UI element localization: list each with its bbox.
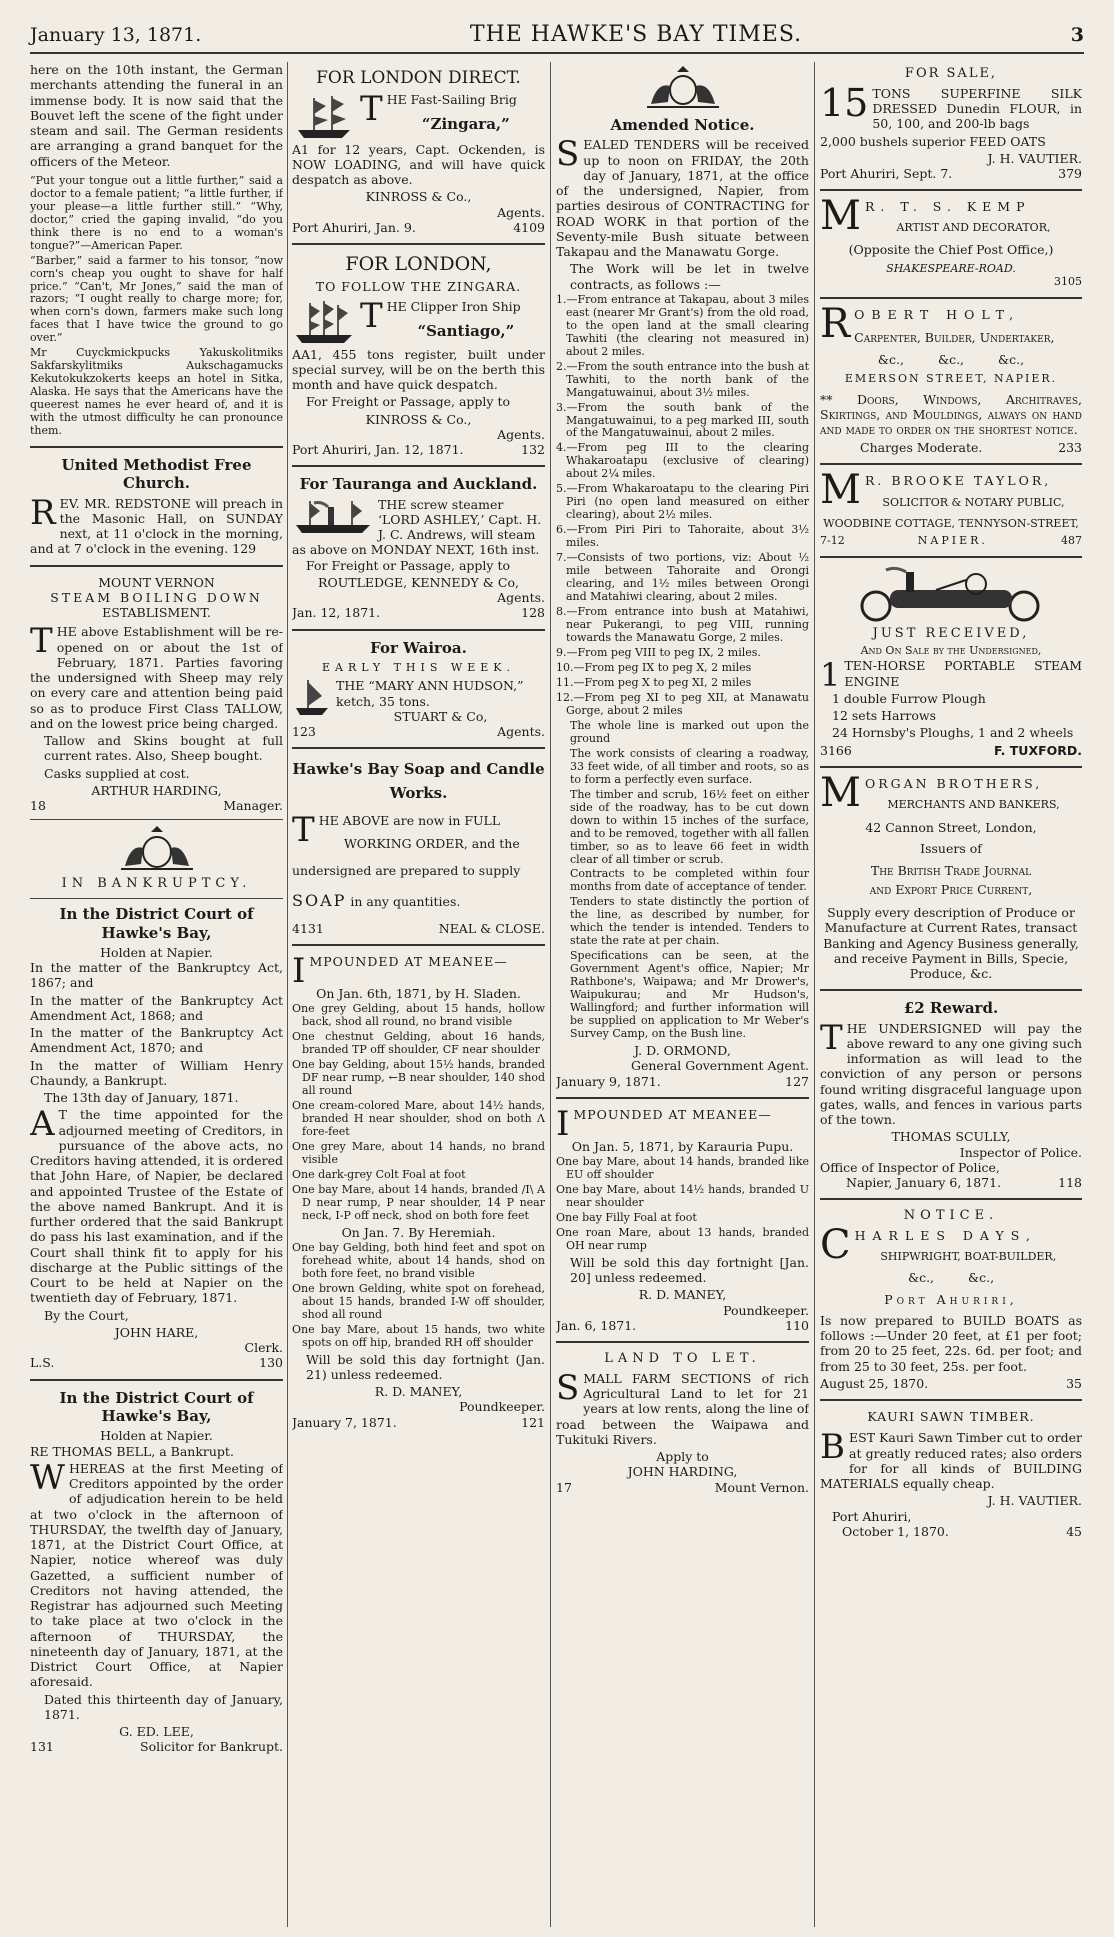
impound-date: On Jan. 7. By Heremiah. [341, 1224, 496, 1240]
ad-number: 3166 [820, 742, 852, 758]
land-title: LAND TO LET. [604, 1351, 761, 1367]
impound-title: MPOUNDED AT MEANEE— [573, 1106, 772, 1122]
sailing-ship-icon [292, 92, 356, 142]
ad-number: 110 [785, 1317, 809, 1333]
page-number: 3 [1070, 24, 1084, 46]
divider [292, 243, 545, 245]
notice-role: General Government Agent. [631, 1058, 809, 1074]
vernon-body: HE above Establishment will be re-opened on or about the 1st of February, 1871. Parties favoring the undersigned with Sheep may rely on every care and attention being paid so as to produce First Class TALLOW, and on the lowest price being charged. [30, 624, 283, 731]
notice-paragraph: The whole line is marked out upon the ground [570, 718, 809, 745]
divider [30, 446, 283, 448]
sale-signature: J. H. VAUTIER. [987, 150, 1082, 166]
anecdote: “Put your tongue out a little further,” said a doctor to a female patient; “a little further, if your please—a little further still.” “Why, doctor,” cried the gaping invalid, “do you think there is no end to a woman's tongue?”—American Paper. [30, 173, 283, 252]
impound-date: On Jan. 5, 1871, by Karauria Pupu. [571, 1138, 794, 1154]
column-rule [287, 62, 288, 1927]
drop-cap: T [30, 621, 53, 662]
list-item: 6.—From Piri Piri to Tahoraite, about 3½ miles. [556, 523, 809, 550]
holt-street: EMERSON STREET, NAPIER. [844, 371, 1058, 385]
taylor-ref: 7-12 [820, 533, 845, 547]
ad-number: 4109 [513, 219, 545, 235]
sale-place: Port Ahuriri, Sept. 7. [820, 166, 953, 182]
divider [30, 819, 283, 820]
reward-office: Office of Inspector of Police, [820, 1159, 1000, 1175]
ad-number: 127 [785, 1073, 809, 1089]
ad-number: 3105 [1054, 275, 1082, 289]
sailing-ship-icon [292, 299, 356, 347]
court1-matter: In the matter of William Henry Chaundy, a Bankrupt. [30, 1057, 283, 1088]
ketch-icon [292, 678, 332, 718]
drop-cap: M [820, 466, 861, 513]
court1-date: The 13th day of January, 1871. [44, 1090, 239, 1106]
vernon-signature: ARTHUR HARDING, [91, 782, 222, 798]
list-item: 9.—From peg VIII to peg IX, 2 miles. [556, 645, 761, 659]
morgan-journal: The British Trade Journal [870, 862, 1032, 878]
divider [820, 989, 1082, 991]
drop-cap: A [30, 1104, 55, 1145]
london2-agent: KINROSS & Co., [365, 411, 472, 427]
ad-number: 379 [1058, 166, 1082, 182]
london2-title: FOR LONDON, [345, 253, 492, 276]
reward-signature: THOMAS SCULLY, [891, 1129, 1011, 1145]
court1-matter: In the matter of the Bankruptcy Act, 1867; and [30, 960, 283, 991]
morgan-name: ORGAN BROTHERS, [864, 775, 1043, 791]
soap-line: HE ABOVE are now in FULL [318, 813, 501, 829]
divider [820, 463, 1082, 465]
divider [556, 1097, 809, 1099]
impound-list [556, 1156, 809, 1253]
impound-role: Poundkeeper. [723, 1302, 809, 1318]
divider [820, 556, 1082, 558]
received-sub: And On Sale by the Undersigned, [860, 644, 1042, 658]
list-item: 8.—From entrance into bush at Matahiwi, near Pukerangi, to peg VIII, running towards the Manawatu Gorge, 2 miles. [556, 605, 809, 645]
drop-cap: S [556, 134, 580, 175]
soap-signature: NEAL & CLOSE. [438, 920, 545, 936]
days-body: Is now prepared to BUILD BOATS as follows :—Under 20 feet, at £1 per foot; from 20 to 25 feet, 22s. 6d. per foot; and from 25 to 30 feet, 25s. per foot. [820, 1312, 1082, 1374]
taylor-address: WOODBINE COTTAGE, TENNYSON-STREET, [823, 516, 1079, 530]
received-signature: F. TUXFORD. [993, 742, 1082, 758]
impound-list [292, 1242, 545, 1350]
contracts-list [556, 294, 809, 718]
sale-line: 2,000 bushels superior FEED OATS [820, 133, 1046, 149]
court1-sub: Holden at Napier. [100, 944, 213, 960]
taylor-city: NAPIER. [917, 533, 988, 547]
column-3 [556, 62, 809, 1927]
court2-body: HEREAS at the first Meeting of Creditors appointed by the order of adjudication herein to be held at two o'clock in the afternoon of THURSDAY, the twelfth day of January, 1871, at the District Court Office, at Napier, notice whereof was duly Gazetted, a sufficient number of Creditors not having attended, the Registrar has adjourned such Meeting to take place at two o'clock in the afternoon of THURSDAY, the nineteenth day of January, 1871, at the District Court Office, at Napier aforesaid. [30, 1460, 283, 1690]
divider [30, 565, 283, 567]
list-item: One bay Gelding, both hind feet and spot on forehead white, about 14 hands, shod on both fore feet, no brand visible [292, 1240, 545, 1280]
vernon-casks: Casks supplied at cost. [44, 765, 190, 781]
notice-paragraph: The work consists of clearing a roadway, 33 feet wide, of all timber and roots, so as to form a perfectly even surface. [570, 746, 809, 786]
land-signature: JOHN HARDING, [627, 1464, 738, 1480]
morgan-role: MERCHANTS AND BANKERS, [887, 798, 1060, 812]
ad-number: 35 [1066, 1375, 1082, 1391]
ad-number: 130 [259, 1355, 283, 1371]
divider [820, 1198, 1082, 1200]
list-item: 3.—From the south bank of the Mangatuwainui, to a peg marked III, south of the Mangatuwainui, about 2 miles. [556, 400, 809, 440]
soap-word: SOAP [292, 890, 347, 910]
ad-number: 4131 [292, 920, 324, 936]
methodist-body: EV. MR. REDSTONE will preach in the Masonic Hall, on SUNDAY next, at 11 o'clock in the morning, and at 7 o'clock in the evening. [30, 495, 283, 557]
royal-arms-icon [117, 826, 197, 872]
list-item: 12.—From peg XI to peg XII, at Manawatu Gorge, about 2 miles [556, 690, 809, 717]
kauri-date: October 1, 1870. [842, 1523, 949, 1539]
notice-title: Amended Notice. [610, 116, 755, 134]
list-item: 2.—From the south entrance into the bush at Tawhiti, to the north bank of the Mangatuwainui, about 3½ miles. [556, 359, 809, 399]
wairoa-body: HE “MARY ANN HUDSON,” ketch, 35 tons. [336, 678, 524, 709]
ad-number: 18 [30, 798, 46, 814]
divider [820, 1399, 1082, 1401]
ad-number: 132 [521, 442, 545, 458]
steamer-icon [292, 497, 374, 537]
divider [556, 1341, 809, 1343]
royal-arms-icon [643, 66, 723, 110]
anecdote: “Barber,” said a farmer to his tonsor, “now corn's cheap you ought to shave for half price.” “Can't, Mr Jones,” said the man of razors; “I ought really to charge more; for, when corn's down, farmers make such long faces that I have twice the ground to go over.” [30, 253, 283, 345]
soap-line: in any quantities. [350, 893, 461, 909]
land-apply: Apply to [656, 1449, 709, 1465]
holt-charges: Charges Moderate. [860, 439, 983, 455]
steam-engine-icon [846, 566, 1056, 622]
drop-cap: R [820, 301, 851, 348]
court2-dated: Dated this thirteenth day of January, 1871. [44, 1691, 283, 1722]
divider [820, 189, 1082, 191]
column-rule [814, 62, 815, 1927]
ad-number: 118 [1058, 1175, 1082, 1191]
drop-cap: T [378, 496, 387, 512]
soap-line: undersigned are prepared to supply [292, 862, 521, 878]
london-title: FOR LONDON DIRECT. [316, 68, 521, 88]
london-text: A1 for 12 years, Capt. Ockenden, is NOW LOADING, and will have quick despatch as above. [292, 141, 545, 188]
impound-date: On Jan. 6th, 1871, by H. Sladen. [316, 985, 521, 1001]
impound-sold: Will be sold this day fortnight (Jan. 21) unless redeemed. [306, 1351, 545, 1382]
ad-number: 129 [232, 541, 257, 557]
received-item: 1 double Furrow Plough [832, 690, 986, 706]
court1-clerk: Clerk. [244, 1340, 283, 1356]
ad-number: 121 [521, 1414, 545, 1430]
ad-number: 45 [1066, 1523, 1082, 1539]
london2-body: HE Clipper Iron Ship [386, 298, 521, 314]
bankruptcy-heading: IN BANKRUPTCY. [61, 876, 252, 892]
court1-signature: JOHN HARE, [114, 1324, 199, 1340]
notice-paragraph: Specifications can be seen, at the Government Agent's office, Napier; Mr Rathbone's, Waipawa; and Mr Drower's, Waipukurau; and Mr Hudson's, Wallingford; and further information will be supplied on application to Mr Weber's Survey Camp, on the Bush line. [570, 949, 809, 1041]
notice-body: EALED TENDERS will be received up to noon on FRIDAY, the 20th day of January, 1871, at the office of the undersigned, Napier, from parties desirous of CONTRACTING for ROAD WORK in that portion of the Seventy-mile Bush situate between Takapau and the Manawatu Gorge. [556, 137, 809, 260]
court1-matter: In the matter of the Bankruptcy Act Amendment Act, 1868; and [30, 992, 283, 1023]
london2-freight: For Freight or Passage, apply to [306, 394, 510, 410]
list-item: One bay Mare, about 14 hands, branded like EU off shoulder [556, 1155, 809, 1182]
impound-sold: Will be sold this day fortnight [Jan. 20] unless redeemed. [570, 1254, 809, 1286]
list-item: 7.—Consists of two portions, viz: About ½ mile between Tahoraite and Orongi clearing, and 1½ miles between Orongi and Matahiwi clearing, about 2 miles. [556, 551, 809, 604]
received-big-number: 1 [820, 656, 841, 695]
taylor-role: SOLICITOR & NOTARY PUBLIC, [882, 496, 1065, 510]
anecdote: Mr Cuyckmickpucks Yakuskolitmiks Sakfarskylitmiks Aukschagamucks Kekutokukzokerts keeps an hotel in Sitka, Alaska. He says that the Americans have the queerest names he ever heard of, and it is with the utmost difficulty he can pronounce them. [30, 346, 283, 438]
divider [30, 1379, 283, 1381]
list-item: One roan Mare, about 13 hands, branded OH near rump [556, 1225, 809, 1252]
column-4 [820, 62, 1082, 1927]
column-1 [30, 62, 283, 1927]
court1-body: T the time appointed for the adjourned meeting of Creditors, in pursuance of the above acts, no Creditors having attended, it is ordered that John Hare, of Napier, be declared and appointed Trustee of the Estate of the above named Bankrupt. And it is further ordered that the said Bankrupt do pass his last examination, and if the Court shall think fit to apply for his discharge at the Public sittings of the Court to be held at Napier on the twentieth day of February, 1871. [30, 1107, 283, 1306]
london-body: HE Fast-Sailing Brig [386, 91, 517, 107]
tauranga-agent: ROUTLEDGE, KENNEDY & Co, [318, 574, 519, 590]
received-title: JUST RECEIVED, [872, 625, 1030, 641]
ad-number: 128 [521, 605, 545, 621]
divider [30, 898, 283, 899]
holt-body: ** Doors, Windows, Architraves, Skirtings, and Mouldings, always on hand and made to order on the shortest notice. [820, 391, 1082, 438]
kemp-address: (Opposite the Chief Post Office,) [848, 242, 1054, 258]
masthead-title: THE HAWKE'S BAY TIMES. [469, 22, 803, 47]
drop-cap: B [820, 1427, 845, 1468]
notice-signature: J. D. ORMOND, [634, 1043, 731, 1059]
morgan-export: and Export Price Current, [869, 881, 1033, 897]
notice4-title: NOTICE. [903, 1208, 999, 1224]
ad-number: 123 [292, 724, 316, 740]
tauranga-title: For Tauranga and Auckland. [299, 475, 538, 494]
wairoa-sub: EARLY THIS WEEK. [321, 661, 515, 674]
divider [292, 944, 545, 946]
tauranga-date: Jan. 12, 1871. [292, 605, 381, 621]
notice-date: January 9, 1871. [556, 1073, 661, 1089]
soap-line: WORKING ORDER, and the [343, 835, 520, 851]
list-item: 11.—From peg X to peg XI, 2 miles [556, 675, 752, 689]
notice-paragraph: Contracts to be completed within four months from date of acceptance of tender. [570, 867, 809, 894]
notice-let: The Work will be let in twelve contracts, as follows :— [570, 261, 809, 292]
list-item: One cream-colored Mare, about 14½ hands, branded H near shoulder, shod on both Λ fore-feet [292, 1098, 545, 1138]
holt-name: OBERT HOLT, [854, 307, 1021, 323]
holt-trades: Carpenter, Builder, Undertaker, [854, 330, 1055, 346]
kauri-place: Port Ahuriri, [832, 1508, 912, 1524]
soap-title: Hawke's Bay Soap and Candle Works. [292, 760, 545, 803]
reward-date: Napier, January 6, 1871. [846, 1175, 1002, 1191]
court2-signature: G. ED. LEE, [119, 1724, 194, 1740]
morgan-issuers: Issuers of [920, 841, 982, 857]
divider [292, 465, 545, 467]
list-item: 1.—From entrance at Takapau, about 3 miles east (nearer Mr Grant's) from the old road, to the open land at the small clearing Tawhiti (the clearing not measured in) about 2 miles. [556, 292, 809, 358]
received-item: 12 sets Harrows [832, 708, 937, 724]
impound-signature: R. D. MANEY, [374, 1384, 463, 1400]
court2-sub: Holden at Napier. [100, 1428, 213, 1444]
list-item: One bay Mare, about 15 hands, two white spots on off hip, branded RH off shoulder [292, 1322, 545, 1349]
reward-title: £2 Reward. [903, 999, 999, 1018]
london2-place: Port Ahuriri, Jan. 12, 1871. [292, 442, 464, 458]
london2-text: AA1, 455 tons register, built under special survey, will be on the berth this month and have quick despatch. [292, 346, 545, 393]
drop-cap: M [820, 193, 861, 240]
masthead-date: January 13, 1871. [30, 24, 202, 46]
tauranga-freight: For Freight or Passage, apply to [306, 557, 510, 573]
masthead [30, 22, 1084, 54]
divider [292, 629, 545, 631]
list-item: One chestnut Gelding, about 16 hands, branded TP off shoulder, CF near shoulder [292, 1030, 545, 1057]
impound-role: Poundkeeper. [459, 1399, 545, 1415]
list-item: One grey Gelding, about 15 hands, hollow back, shod all round, no brand visible [292, 1002, 545, 1029]
list-item: One bay Gelding, about 15½ hands, branded DF near rump, ←B near shoulder, 140 shod all round [292, 1058, 545, 1097]
vernon-line3: ESTABLISMENT. [102, 605, 211, 621]
impound-list [292, 1003, 545, 1223]
sale-big-number: 15 [820, 80, 869, 125]
impound-dated: January 7, 1871. [292, 1414, 397, 1430]
ad-number: 233 [1058, 439, 1082, 455]
land-body: MALL FARM SECTIONS of rich Agricultural Land to let for 21 years at low rents, along the line of road between the Waipawa and Tukituki Rivers. [556, 1370, 809, 1447]
list-item: One grey Mare, about 14 hands, no brand visible [292, 1139, 545, 1166]
morgan-address: 42 Cannon Street, London, [865, 820, 1037, 836]
land-place: Mount Vernon. [714, 1479, 809, 1495]
divider [820, 297, 1082, 299]
list-item: One bay Mare, about 14½ hands, branded U near shoulder [556, 1183, 809, 1209]
drop-cap: T [360, 91, 383, 129]
drop-cap: T [820, 1017, 843, 1058]
reward-role: Inspector of Police. [959, 1144, 1082, 1160]
drop-cap: C [820, 1222, 851, 1269]
court2-re: RE THOMAS BELL, a Bankrupt. [30, 1443, 234, 1459]
vernon-role: Manager. [223, 798, 283, 814]
days-role: SHIPWRIGHT, BOAT-BUILDER, [880, 1250, 1057, 1264]
london-role: Agents. [497, 204, 545, 220]
vernon-line2: STEAM BOILING DOWN [50, 589, 263, 605]
sale-title: FOR SALE, [904, 66, 998, 81]
ad-number: 487 [1061, 533, 1082, 547]
methodist-title: United Methodist Free Church. [61, 456, 252, 493]
days-etc: &c., &c., [907, 1270, 995, 1286]
london2-role: Agents. [497, 426, 545, 442]
list-item: One dark-grey Colt Foal at foot [292, 1167, 466, 1181]
sale-line: TONS SUPERFINE SILK DRESSED Dunedin FLOUR, in 50, 100, and 200-lb bags [872, 85, 1082, 132]
kauri-title: KAURI SAWN TIMBER. [867, 1409, 1035, 1425]
received-item: TEN-HORSE PORTABLE STEAM ENGINE [844, 658, 1082, 689]
list-item: One bay Mare, about 14 hands, branded /I\ A D near rump, P near shoulder, 14 P near neck, I-P off neck, shod on both fore feet [292, 1182, 545, 1222]
list-item: 4.—From peg III to the clearing Whakaroatapu (exclusive of clearing) about 2¼ miles. [556, 441, 809, 481]
list-item: One brown Gelding, white spot on forehead, about 15 hands, branded I-W off shoulder, shod all round [292, 1281, 545, 1321]
column-2 [292, 62, 545, 1927]
impound-title: MPOUNDED AT MEANEE— [309, 953, 508, 969]
court1-title: In the District Court of Hawke's Bay, [59, 905, 254, 942]
divider [820, 766, 1082, 768]
drop-cap: I [292, 950, 306, 991]
drop-cap: T [292, 810, 315, 851]
holt-etc: &c., &c., &c., [877, 351, 1025, 367]
days-name: HARLES DAYS, [854, 1228, 1037, 1244]
kauri-body: EST Kauri Sawn Timber cut to order at greatly reduced rates; also orders for for all kinds of BUILDING MATERIALS equally cheap. [820, 1430, 1082, 1492]
london-ship-name: “Zingara,” [421, 114, 510, 133]
taylor-name: R. BROOKE TAYLOR, [864, 472, 1052, 488]
list-item: 5.—From Whakaroatapu to the clearing Piri Piri (no open land measured on either clearing), about 2½ miles. [556, 482, 809, 522]
impound-dated: Jan. 6, 1871. [556, 1317, 637, 1333]
london2-ship-name: “Santiago,” [417, 321, 515, 340]
court2-title: In the District Court of Hawke's Bay, [59, 1388, 254, 1425]
london-agent: KINROSS & Co., [365, 189, 472, 205]
kemp-name: R. T. S. KEMP [864, 199, 1031, 215]
tauranga-body: HE screw steamer ‘LORD ASHLEY,’ Capt. H. J. C. Andrews, will steam as above on MONDAY NEXT, 16th inst. [292, 496, 542, 558]
intro-paragraph: here on the 10th instant, the German merchants attending the funeral in an immense body. It is now said that the Bouvet left the scene of the fight under steam and sail. The German residents are arranging a grand banquet for the officers of the Meteor. [30, 62, 283, 169]
column-rule [550, 62, 551, 1927]
ad-number: 131 [30, 1739, 54, 1755]
kauri-signature: J. H. VAUTIER. [987, 1493, 1082, 1509]
list-item: 10.—From peg IX to peg X, 2 miles [556, 660, 752, 674]
court1-ls: L.S. [30, 1355, 55, 1371]
list-item: One bay Filly Foal at foot [556, 1210, 697, 1224]
days-port: Port Ahuriri, [884, 1291, 1018, 1307]
vernon-tallow: Tallow and Skins bought at full current rates. Also, Sheep bought. [44, 733, 283, 764]
wairoa-agent: STUART & Co, [393, 708, 488, 724]
reward-body: HE UNDERSIGNED will pay the above reward to any one giving such information as will lead to the conviction of any person or persons found writing disgraceful language upon gates, walls, and fences in various parts of the town. [820, 1020, 1082, 1128]
vernon-line1: MOUNT VERNON [98, 574, 215, 590]
days-date: August 25, 1870. [820, 1375, 929, 1391]
drop-cap: T [336, 678, 345, 694]
court1-matter: In the matter of the Bankruptcy Act Amendment Act, 1870; and [30, 1025, 283, 1056]
drop-cap: R [30, 492, 56, 533]
notice-paragraph: Tenders to state distinctly the portion of the line, as described by number, for which the tender is intended. Tenders to state the rate at per chain. [570, 895, 809, 948]
divider [292, 747, 545, 749]
court1-by: By the Court, [44, 1307, 129, 1323]
morgan-body: Supply every description of Produce or Manufacture at Current Rates, transact Banking and Agency Business generally, and receive Payment in Bills, Specie, Produce, &c. [823, 905, 1079, 982]
court2-role: Solicitor for Bankrupt. [140, 1739, 283, 1755]
drop-cap: I [556, 1103, 570, 1144]
drop-cap: W [30, 1457, 65, 1498]
impound-signature: R. D. MANEY, [638, 1287, 727, 1303]
kemp-role: ARTIST AND DECORATOR, [896, 220, 1051, 234]
notice-paragraph: The timber and scrub, 16½ feet on either side of the roadway, has to be cut down down to within 15 inches of the surface, and to be removed, together with all fallen timber, so as to leave 66 feet in width clear of all timber or scrub. [570, 787, 809, 866]
drop-cap: M [820, 769, 861, 816]
wairoa-title: For Wairoa. [370, 638, 467, 657]
kemp-road: SHAKESPEARE-ROAD. [886, 262, 1016, 276]
drop-cap: T [360, 298, 383, 336]
wairoa-role: Agents. [497, 724, 545, 740]
london2-sub: TO FOLLOW THE ZINGARA. [315, 279, 522, 295]
drop-cap: S [556, 1367, 580, 1408]
received-item: 24 Hornsby's Ploughs, 1 and 2 wheels [832, 725, 1074, 741]
ad-number: 17 [556, 1479, 572, 1495]
tauranga-role: Agents. [497, 590, 545, 606]
london-place: Port Ahuriri, Jan. 9. [292, 219, 416, 235]
